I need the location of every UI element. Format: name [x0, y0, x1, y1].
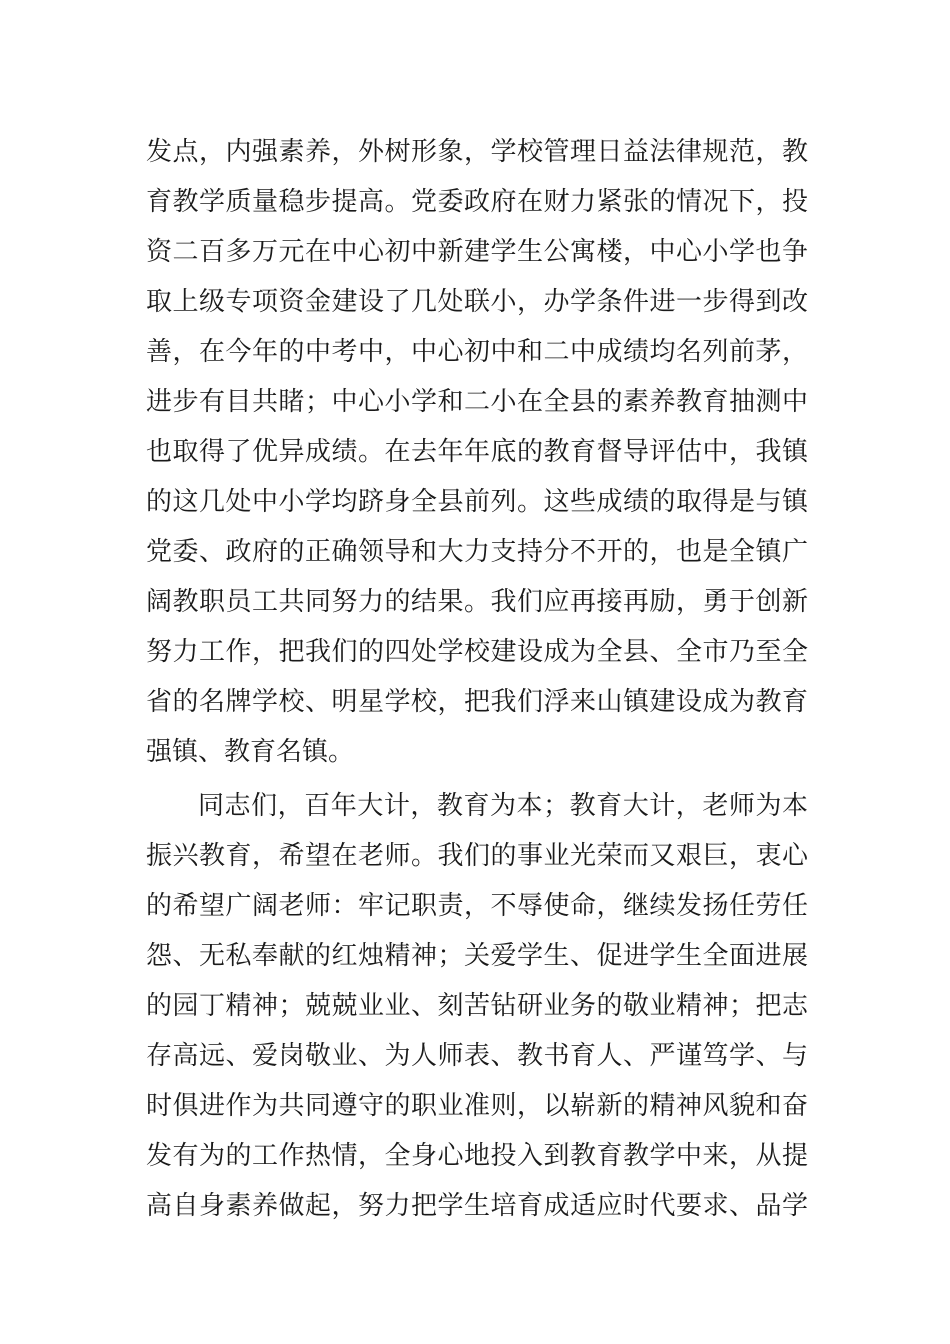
paragraph-2 [146, 781, 808, 1231]
text-line: 怨、无私奉献的红烛精神；关爱学生、促进学生全面进展 [146, 941, 808, 971]
text-line: 发点，内强素养，外树形象，学校管理日益法律规范，教 [146, 137, 808, 167]
text-line: 的希望广阔老师：牢记职责，不辱使命，继续发扬任劳任 [146, 891, 808, 921]
text-line: 取上级专项资金建设了几处联小，办学条件进一步得到改 [146, 287, 808, 317]
text-line: 的这几处中小学均跻身全县前列。这些成绩的取得是与镇 [146, 487, 808, 517]
text-line: 努力工作，把我们的四处学校建设成为全县、全市乃至全 [146, 637, 808, 667]
text-line: 存高远、爱岗敬业、为人师表、教书育人、严谨笃学、与 [146, 1041, 808, 1071]
text-line: 善，在今年的中考中，中心初中和二中成绩均名列前茅， [146, 337, 808, 367]
text-line: 育教学质量稳步提高。党委政府在财力紧张的情况下，投 [146, 187, 808, 217]
text-line: 党委、政府的正确领导和大力支持分不开的，也是全镇广 [146, 537, 808, 567]
text-line: 阔教职员工共同努力的结果。我们应再接再励，勇于创新 [146, 587, 808, 617]
text-line: 同志们，百年大计，教育为本；教育大计，老师为本 [198, 791, 808, 821]
text-line: 资二百多万元在中心初中新建学生公寓楼，中心小学也争 [146, 237, 808, 267]
text-line: 高自身素养做起，努力把学生培育成适应时代要求、品学 [146, 1191, 808, 1221]
text-line: 省的名牌学校、明星学校，把我们浮来山镇建设成为教育 [146, 687, 808, 717]
text-line: 强镇、教育名镇。 [146, 737, 355, 767]
body-text [146, 127, 808, 1231]
text-line: 振兴教育，希望在老师。我们的事业光荣而又艰巨，衷心 [146, 841, 808, 871]
text-line: 进步有目共睹；中心小学和二小在全县的素养教育抽测中 [146, 387, 808, 417]
text-line: 的园丁精神；兢兢业业、刻苦钻研业务的敬业精神；把志 [146, 991, 808, 1021]
text-line: 时俱进作为共同遵守的职业准则，以崭新的精神风貌和奋 [146, 1091, 808, 1121]
paragraph-1 [146, 127, 808, 777]
text-line: 发有为的工作热情，全身心地投入到教育教学中来，从提 [146, 1141, 808, 1171]
text-line: 也取得了优异成绩。在去年年底的教育督导评估中，我镇 [146, 437, 808, 467]
